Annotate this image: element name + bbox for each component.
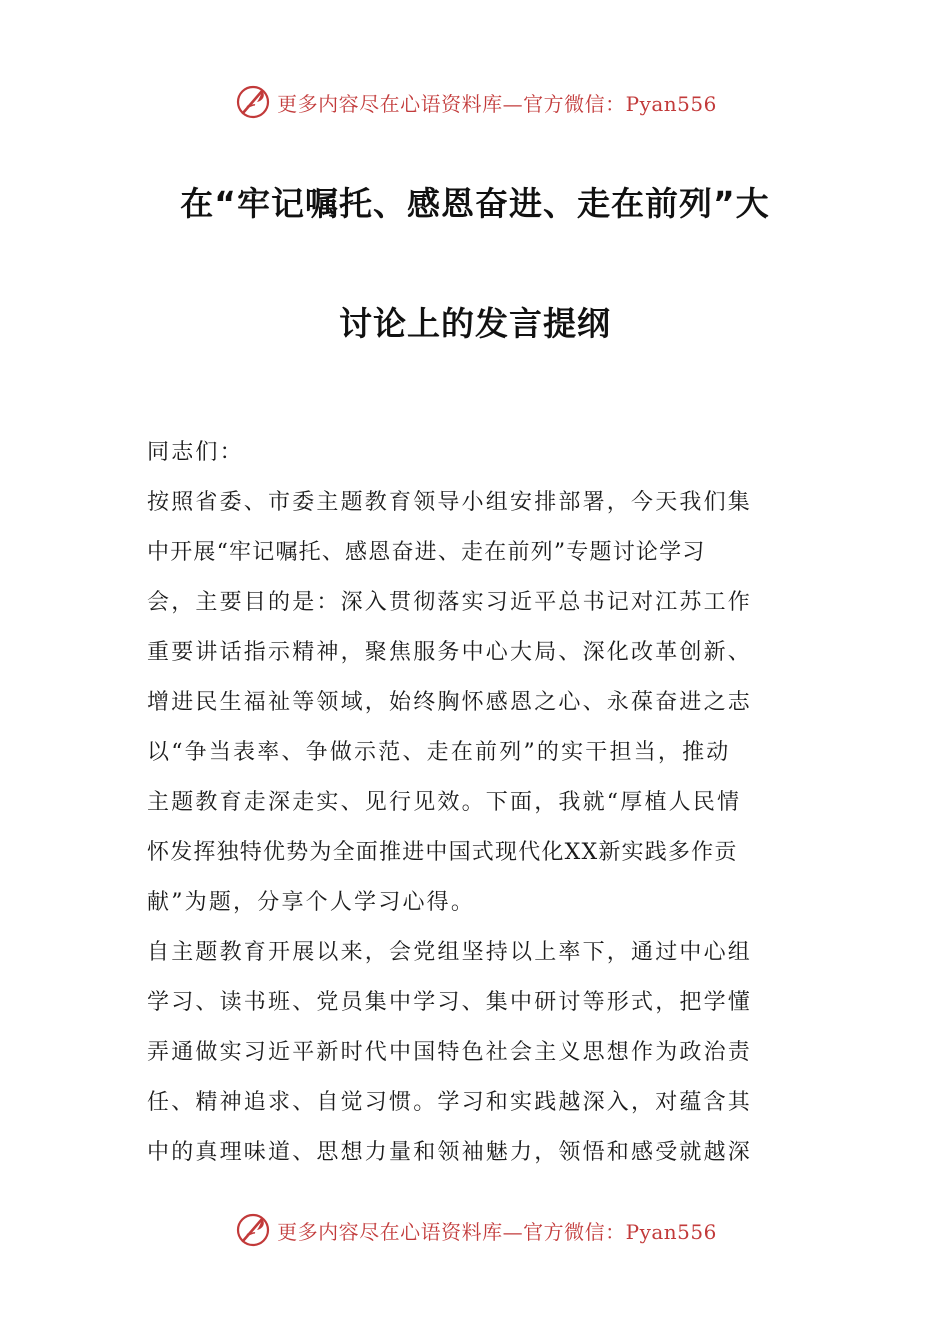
body-line: 以“争当表率、争做示范、走在前列”的实干担当，推动	[147, 740, 731, 765]
body-line: 增进民生福祉等领域，始终胸怀感恩之心、永葆奋进之志	[147, 690, 753, 715]
body-line: 中开展“牢记嘱托、感恩奋进、走在前列”专题讨论学习	[147, 540, 706, 565]
salutation: 同志们：	[147, 440, 244, 465]
watermark-text: 更多内容尽在心语资料库—官方微信：Pyan556	[277, 1219, 717, 1244]
watermark-banner-bottom	[0, 1208, 950, 1252]
body-line: 献”为题，分享个人学习心得。	[147, 890, 476, 915]
body-line: 会，主要目的是：深入贯彻落实习近平总书记对江苏工作	[147, 590, 753, 615]
watermark-text: 更多内容尽在心语资料库—官方微信：Pyan556	[277, 91, 717, 116]
quill-pen-logo-icon	[233, 82, 273, 122]
body-line: 主题教育走深走实、见行见效。下面，我就“厚植人民情	[147, 790, 742, 815]
body-line: 重要讲话指示精神，聚焦服务中心大局、深化改革创新、	[147, 640, 753, 665]
body-line: 中的真理味道、思想力量和领袖魅力，领悟和感受就越深	[147, 1140, 753, 1165]
watermark-wechat-id: Pyan556	[625, 91, 717, 116]
document-title-line-1: 在“牢记嘱托、感恩奋进、走在前列”大	[180, 184, 770, 223]
body-line: 弄通做实习近平新时代中国特色社会主义思想作为政治责	[147, 1040, 753, 1065]
body-line: 学习、读书班、党员集中学习、集中研讨等形式，把学懂	[147, 990, 753, 1015]
watermark-wechat-id: Pyan556	[625, 1219, 717, 1244]
quill-pen-logo-icon	[233, 1210, 273, 1250]
watermark-banner-top	[0, 80, 950, 124]
body-line: 怀发挥独特优势为全面推进中国式现代化XX新实践多作贡	[147, 840, 738, 865]
body-line: 任、精神追求、自觉习惯。学习和实践越深入，对蕴含其	[147, 1090, 753, 1115]
body-line: 按照省委、市委主题教育领导小组安排部署，今天我们集	[147, 490, 753, 515]
body-line: 自主题教育开展以来，会党组坚持以上率下，通过中心组	[147, 940, 753, 965]
document-body	[147, 428, 807, 1178]
document-title-line-2: 讨论上的发言提纲	[339, 304, 611, 343]
